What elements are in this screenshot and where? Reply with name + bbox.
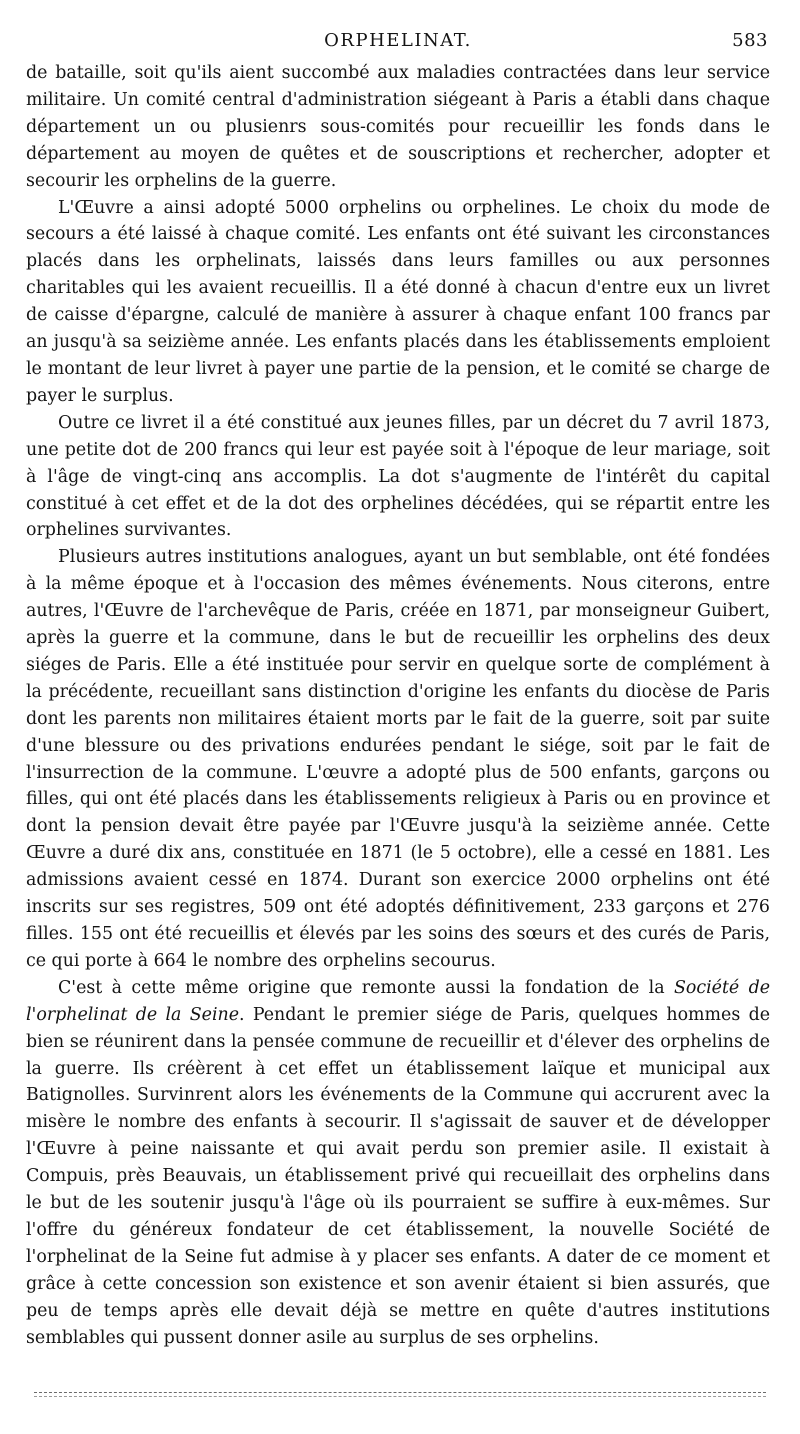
paragraph-5 [26,975,770,1352]
society-name-italic: Société de l'orphelinat de la Seine [26,977,770,1025]
paragraph-3: Outre ce livret il a été constitué aux jeunes filles, par un décret du 7 avril 1873, une petite dot de 200 francs qui leur est payée soit à l'époque de leur mariage, soit à l'âge de vingt-cinq ans accomplis. La dot s'augmente de l'intérêt du capital constitué à cet effet et de la dot des orphelines décédées, qui se répartit entre les orphelines survivantes. [26,412,770,541]
body-text [26,60,770,1352]
paragraph-2: L'Œuvre a ainsi adopté 5000 orphelins ou orphelines. Le choix du mode de secours a été laissé à chaque comité. Les enfants ont été suivant les circonstances placés dans les orphelinats, laissés dans leurs familles ou aux personnes charitables qui les avaient recueillis. Il a été donné à chacun d'entre eux un livret de caisse d'épargne, calculé de manière à assurer à chaque enfant 100 francs par an jusqu'à sa seizième année. Les enfants placés dans les établissements emploient le montant de leur livret à payer une partie de la pension, et le comité se charge de payer le surplus. [26,197,770,406]
running-title: ORPHELINAT. [324,30,472,51]
bottom-rule-secondary [34,1396,766,1397]
paragraph-5-start: C'est à cette même origine que remonte aussi la fondation de la [58,977,674,998]
page [26,26,770,1352]
paragraph-4: Plusieurs autres institutions analogues, ayant un but semblable, ont été fondées à la même époque et à l'occasion des mêmes événements. Nous citerons, entre autres, l'Œuvre de l'archevêque de Paris, créée en 1871, par monseigneur Guibert, après la guerre et la commune, dans le but de recueillir les orphelins des deux siéges de Paris. Elle a été instituée pour servir en quelque sorte de complément à la précédente, recueillant sans distinction d'origine les enfants du diocèse de Paris dont les parents non militaires étaient morts par le fait de la guerre, soit par suite d'une blessure ou des privations endurées pendant le siége, soit par le fait de l'insurrection de la commune. L'œuvre a adopté plus de 500 enfants, garçons ou filles, qui ont été placés dans les établissements religieux à Paris ou en province et dont la pension devait être payée par l'Œuvre jusqu'à la seizième année. Cette Œuvre a duré dix ans, constituée en 1871 (le 5 octobre), elle a cessé en 1881. Les admissions avaient cessé en 1874. Durant son exercice 2000 orphelins ont été inscrits sur ses registres, 509 ont été adoptés définitivement, 233 garçons et 276 filles. 155 ont été recueillis et élevés par les soins des sœurs et des curés de Paris, ce qui porte à 664 le nombre des orphelins secourus. [26,547,770,971]
paragraph-1: de bataille, soit qu'ils aient succombé aux maladies contractées dans leur service militaire. Un comité central d'administration siégeant à Paris a établi dans chaque département un ou plusienrs sous-comités pour recueillir les fonds dans le département au moyen de quêtes et de souscriptions et rechercher, adopter et secourir les orphelins de la guerre. [26,63,770,191]
running-head [26,26,770,60]
bottom-rule [34,1392,766,1393]
paragraph-5-rest: . Pendant le premier siége de Paris, quelques hommes de bien se réunirent dans la pensée commune de recueillir et d'élever des orphelins de la guerre. Ils créèrent à cet effet un établissement laïque et municipal aux Batignolles. Survinrent alors les événements de la Commune qui accrurent avec la misère le nombre des enfants à secourir. Il s'agissait de sauver et de développer l'Œuvre à peine naissante et qui avait perdu son premier asile. Il existait à Compuis, près Beauvais, un établissement privé qui recueillait des orphelins dans le but de les soutenir jusqu'à l'âge où ils pourraient se suffire à eux-mêmes. Sur l'offre du généreux fondateur de cet établissement, la nouvelle Société de l'orphelinat de la Seine fut admise à y placer ses enfants. A dater de ce moment et grâce à cette concession son existence et son avenir étaient si bien assurés, que peu de temps après elle devait déjà se mettre en quête d'autres institutions semblables qui pussent donner asile au surplus de ses orphelins. [26,1004,770,1348]
page-number: 583 [732,30,768,51]
